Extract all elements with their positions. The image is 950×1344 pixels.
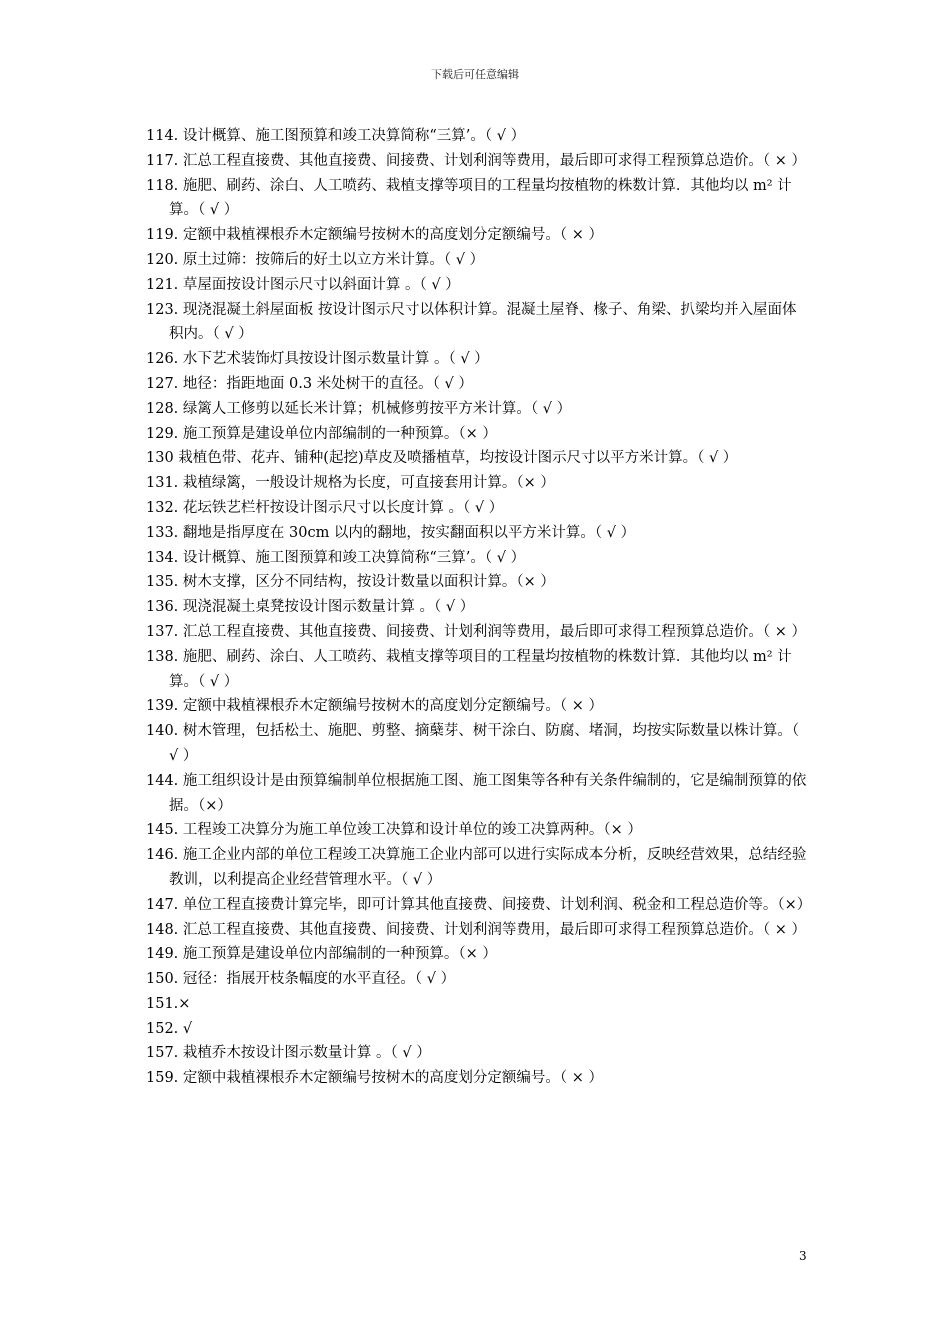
question-item: 126. 水下艺术装饰灯具按设计图示数量计算 。（ √ ） <box>146 351 489 368</box>
question-item: 139. 定额中栽植裸根乔木定额编号按树木的高度划分定额编号。（ × ） <box>146 698 604 715</box>
question-item: 130 栽植色带、花卉、铺种(起挖)草皮及喷播植草，均按设计图示尺寸以平方米计算。（ √ ） <box>146 450 738 467</box>
question-item: 132. 花坛铁艺栏杆按设计图示尺寸以长度计算 。（ √ ） <box>146 499 504 516</box>
question-item: 137. 汇总工程直接费、其他直接费、间接费、计划利润等费用，最后即可求得工程预算总造价。（ × ） <box>146 623 807 640</box>
question-item: 135. 树木支撑，区分不同结构，按设计数量以面积计算。（× ） <box>146 574 555 591</box>
question-item: 123. 现浇混凝土斜屋面板 按设计图示尺寸以体积计算。混凝土屋脊、椽子、角梁、扒梁均并入屋面体积内。（ √ ） <box>146 301 797 343</box>
question-item: 147. 单位工程直接费计算完毕，即可计算其他直接费、间接费、计划利润、税金和工程总造价等。（×） <box>146 896 812 913</box>
question-item: 129. 施工预算是建设单位内部编制的一种预算。（× ） <box>146 425 497 442</box>
page-header: 下载后可任意编辑 <box>431 68 519 81</box>
question-item: 118. 施肥、刷药、涂白、人工喷药、栽植支撑等项目的工程量均按植物的株数计算．其他均以 m² 计算。（ √ ） <box>146 177 792 219</box>
question-item: 120. 原土过筛：按筛后的好土以立方米计算。（ √ ） <box>146 251 485 268</box>
question-item: 159. 定额中栽植裸根乔木定额编号按树木的高度划分定额编号。（ × ） <box>146 1070 604 1087</box>
question-item: 152. √ <box>146 1020 193 1037</box>
question-item: 131. 栽植绿篱，一般设计规格为长度，可直接套用计算。（× ） <box>146 475 555 492</box>
question-item: 157. 栽植乔木按设计图示数量计算 。（ √ ） <box>146 1045 431 1062</box>
question-item: 145. 工程竣工决算分为施工单位竣工决算和设计单位的竣工决算两种。（× ） <box>146 822 642 839</box>
question-item: 151.× <box>146 995 191 1012</box>
question-item: 140. 树木管理，包括松土、施肥、剪整、摘蘖芽、树干涂白、防腐、堵洞，均按实际数量以株计算。（ √ ） <box>146 723 800 764</box>
question-item: 121. 草屋面按设计图示尺寸以斜面计算 。（ √ ） <box>146 276 460 293</box>
question-item: 136. 现浇混凝土桌凳按设计图示数量计算 。（ √ ） <box>146 599 475 616</box>
question-item: 117. 汇总工程直接费、其他直接费、间接费、计划利润等费用，最后即可求得工程预算总造价。（ × ） <box>146 152 807 169</box>
question-item: 138. 施肥、刷药、涂白、人工喷药、栽植支撑等项目的工程量均按植物的株数计算．其他均以 m² 计算。（ √ ） <box>146 648 792 690</box>
question-item: 127. 地径：指距地面 0.3 米处树干的直径。（ √ ） <box>146 375 473 392</box>
question-item: 150. 冠径：指展开枝条幅度的水平直径。（ √ ） <box>146 971 456 988</box>
question-item: 144. 施工组织设计是由预算编制单位根据施工图、施工图集等各种有关条件编制的，它是编制预算的依据。（×） <box>146 772 807 814</box>
question-list <box>146 124 810 1091</box>
question-item: 128. 绿篱人工修剪以延长米计算；机械修剪按平方米计算。（ √ ） <box>146 400 572 417</box>
question-item: 134. 设计概算、施工图预算和竣工决算简称“三算’。（ √ ） <box>146 549 526 566</box>
question-item: 133. 翻地是指厚度在 30cm 以内的翻地，按实翻面积以平方米计算。（ √ ） <box>146 524 636 541</box>
question-item: 114. 设计概算、施工图预算和竣工决算简称“三算’。（ √ ） <box>146 128 526 144</box>
page-number: 3 <box>799 1249 807 1263</box>
question-item: 146. 施工企业内部的单位工程竣工决算施工企业内部可以进行实际成本分析，反映经营效果，总结经验教训，以利提高企业经营管理水平。（ √ ） <box>146 847 807 888</box>
question-item: 119. 定额中栽植裸根乔木定额编号按树木的高度划分定额编号。（ × ） <box>146 227 604 244</box>
question-item: 149. 施工预算是建设单位内部编制的一种预算。（× ） <box>146 946 497 963</box>
question-item: 148. 汇总工程直接费、其他直接费、间接费、计划利润等费用，最后即可求得工程预算总造价。（ × ） <box>146 921 807 938</box>
